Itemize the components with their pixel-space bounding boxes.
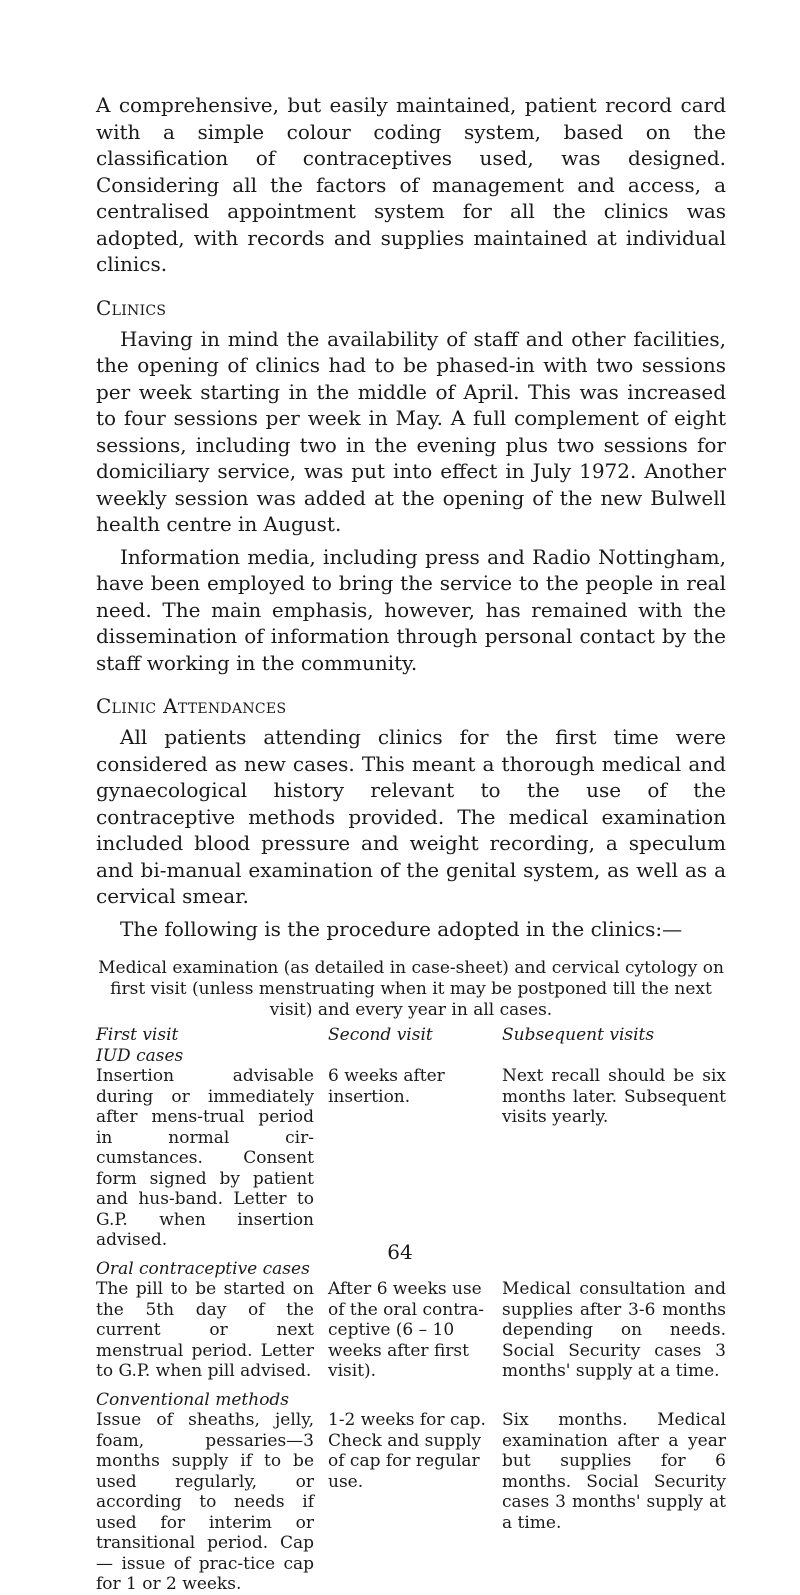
attendances-paragraph-1: All patients attending clinics for the first time were considered as new cases. This meant a thorough medical and gynaecological history relevant to the use of the contraceptive methods provided. The medical examination included blood pressure and weight recording, a speculum and bi-manual examination of the genital system, as well as a cervical smear. bbox=[96, 725, 726, 908]
clinics-paragraph-2: Information media, including press and Radio Nottingham, have been employed to bring the service to the people in real need. The main emphasis, however, has remained with the dissemination of information through personal contact by the staff working in the community. bbox=[96, 544, 726, 675]
header-first-visit: First visit bbox=[96, 1025, 179, 1045]
document-page bbox=[96, 92, 726, 1595]
attendances-paragraph-2: The following is the procedure adopted in the clinics:— bbox=[120, 916, 683, 941]
conventional-first-visit: Issue of sheaths, jelly, foam, pessaries—3 months supply if to be used regularly, or according to needs if used for interim or transitional period. Cap — issue of prac-tice cap for 1 or 2 weeks. bbox=[96, 1410, 314, 1594]
section-label-oral: Oral contraceptive cases bbox=[96, 1258, 310, 1279]
section-label-conventional: Conventional methods bbox=[96, 1389, 290, 1410]
conventional-subsequent-visits: Six months. Medical examination after a year but supplies for 6 months. Social Security cases 3 months' supply at a time. bbox=[502, 1410, 726, 1533]
oral-subsequent-visits: Medical consultation and supplies after 3-6 months depending on needs. Social Security cases 3 months' supply at a time. bbox=[502, 1279, 726, 1381]
procedure-intro: Medical examination (as detailed in case-sheet) and cervical cytology on first visit (unless menstruating when it may be postponed till the next visit) and every year in all cases. bbox=[98, 958, 724, 1020]
header-subsequent-visits: Subsequent visits bbox=[502, 1025, 655, 1045]
iud-first-visit: Insertion advisable during or immediately after mens-trual period in normal cir-cumstances. Consent form signed by patient and hus-band. Letter to G.P. when insertion advised. bbox=[96, 1066, 314, 1250]
section-label-iud: IUD cases bbox=[96, 1045, 184, 1066]
procedure-table bbox=[96, 1025, 726, 1595]
header-second-visit: Second visit bbox=[328, 1025, 433, 1045]
page-number: 64 bbox=[387, 1240, 413, 1264]
iud-second-visit: 6 weeks after insertion. bbox=[328, 1066, 445, 1107]
oral-first-visit: The pill to be started on the 5th day of the current or next menstrual period. Letter to G.P. when pill advised. bbox=[96, 1279, 314, 1381]
attendances-heading: Clinic Attendances bbox=[96, 694, 287, 718]
iud-subsequent-visits: Next recall should be six months later. Subsequent visits yearly. bbox=[502, 1066, 726, 1127]
intro-paragraph: A comprehensive, but easily maintained, patient record card with a simple colour coding system, based on the classification of contraceptives used, was designed. Considering all the factors of management and access, a centralised appointment system for all the clinics was adopted, with records and supplies maintained at individual clinics. bbox=[96, 93, 726, 276]
clinics-heading: Clinics bbox=[96, 295, 167, 320]
clinics-paragraph-1: Having in mind the availability of staff and other facilities, the opening of clinics had to be phased-in with two sessions per week starting in the middle of April. This was increased to four sessions per week in May. A full complement of eight sessions, including two in the evening plus two sessions for domiciliary service, was put into effect in July 1972. Another weekly session was added at the opening of the new Bulwell health centre in August. bbox=[96, 326, 726, 536]
conventional-second-visit: 1-2 weeks for cap. Check and supply of cap for regular use. bbox=[328, 1410, 486, 1492]
oral-second-visit: After 6 weeks use of the oral contra-ceptive (6 – 10 weeks after first visit). bbox=[328, 1279, 485, 1381]
